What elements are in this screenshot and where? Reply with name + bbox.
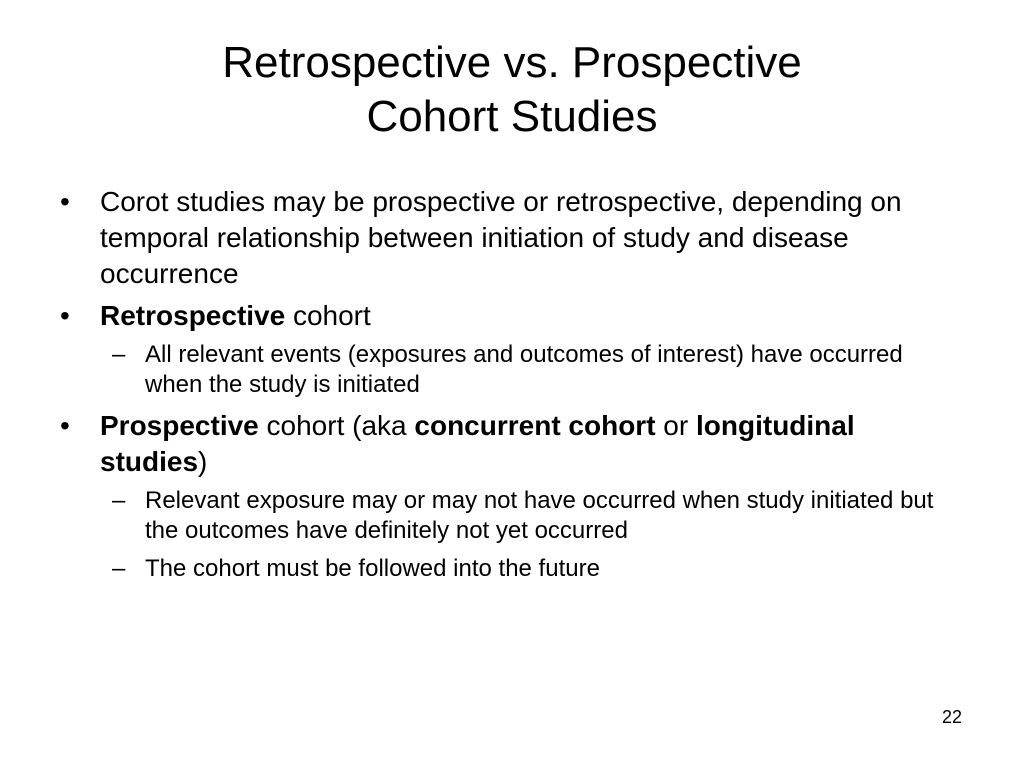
- bullet-prospective: [60, 408, 960, 480]
- sub-bullet-prospective-exposure: [60, 486, 960, 546]
- sub-bullet-prospective-followed: [60, 554, 960, 584]
- slide-title-line-1: Retrospective vs. Prospective: [222, 38, 802, 87]
- bullet-bold-term: concurrent cohort: [414, 410, 656, 441]
- bullet-bold-term: Prospective: [100, 410, 259, 441]
- bullet-text: cohort (aka: [258, 410, 415, 441]
- slide-title: [90, 36, 934, 144]
- bullet-text: ): [198, 446, 208, 477]
- bullet-marker: •: [60, 300, 70, 331]
- bullet-bold-term: Retrospective: [100, 300, 286, 331]
- sub-bullet-marker: –: [112, 341, 126, 368]
- bullet-marker: •: [60, 186, 70, 217]
- sub-bullet-marker: –: [112, 487, 126, 514]
- page-number: 22: [941, 707, 962, 727]
- sub-bullet-retrospective-events: [60, 340, 960, 400]
- sub-bullet-text: The cohort must be followed into the future: [145, 555, 600, 582]
- bullet-marker: •: [60, 410, 70, 441]
- bullet-text: or: [655, 410, 696, 441]
- bullet-cohort-studies: [60, 184, 960, 292]
- bullet-retrospective: [60, 298, 960, 334]
- sub-bullet-marker: –: [112, 555, 126, 582]
- sub-bullet-text: All relevant events (exposures and outcomes of interest) have occurred when the study is initiated: [145, 341, 903, 398]
- bullet-text: Corot studies may be prospective or retrospective, depending on temporal relationship between initiation of study and disease occurrence: [100, 186, 902, 289]
- sub-bullet-text: Relevant exposure may or may not have occurred when study initiated but the outcomes have definitely not yet occurred: [145, 487, 934, 544]
- bullet-bold-term: longitudinal studies: [100, 410, 855, 477]
- slide-title-line-2: Cohort Studies: [366, 92, 658, 141]
- slide-body: [60, 184, 960, 592]
- bullet-text: cohort: [285, 300, 371, 331]
